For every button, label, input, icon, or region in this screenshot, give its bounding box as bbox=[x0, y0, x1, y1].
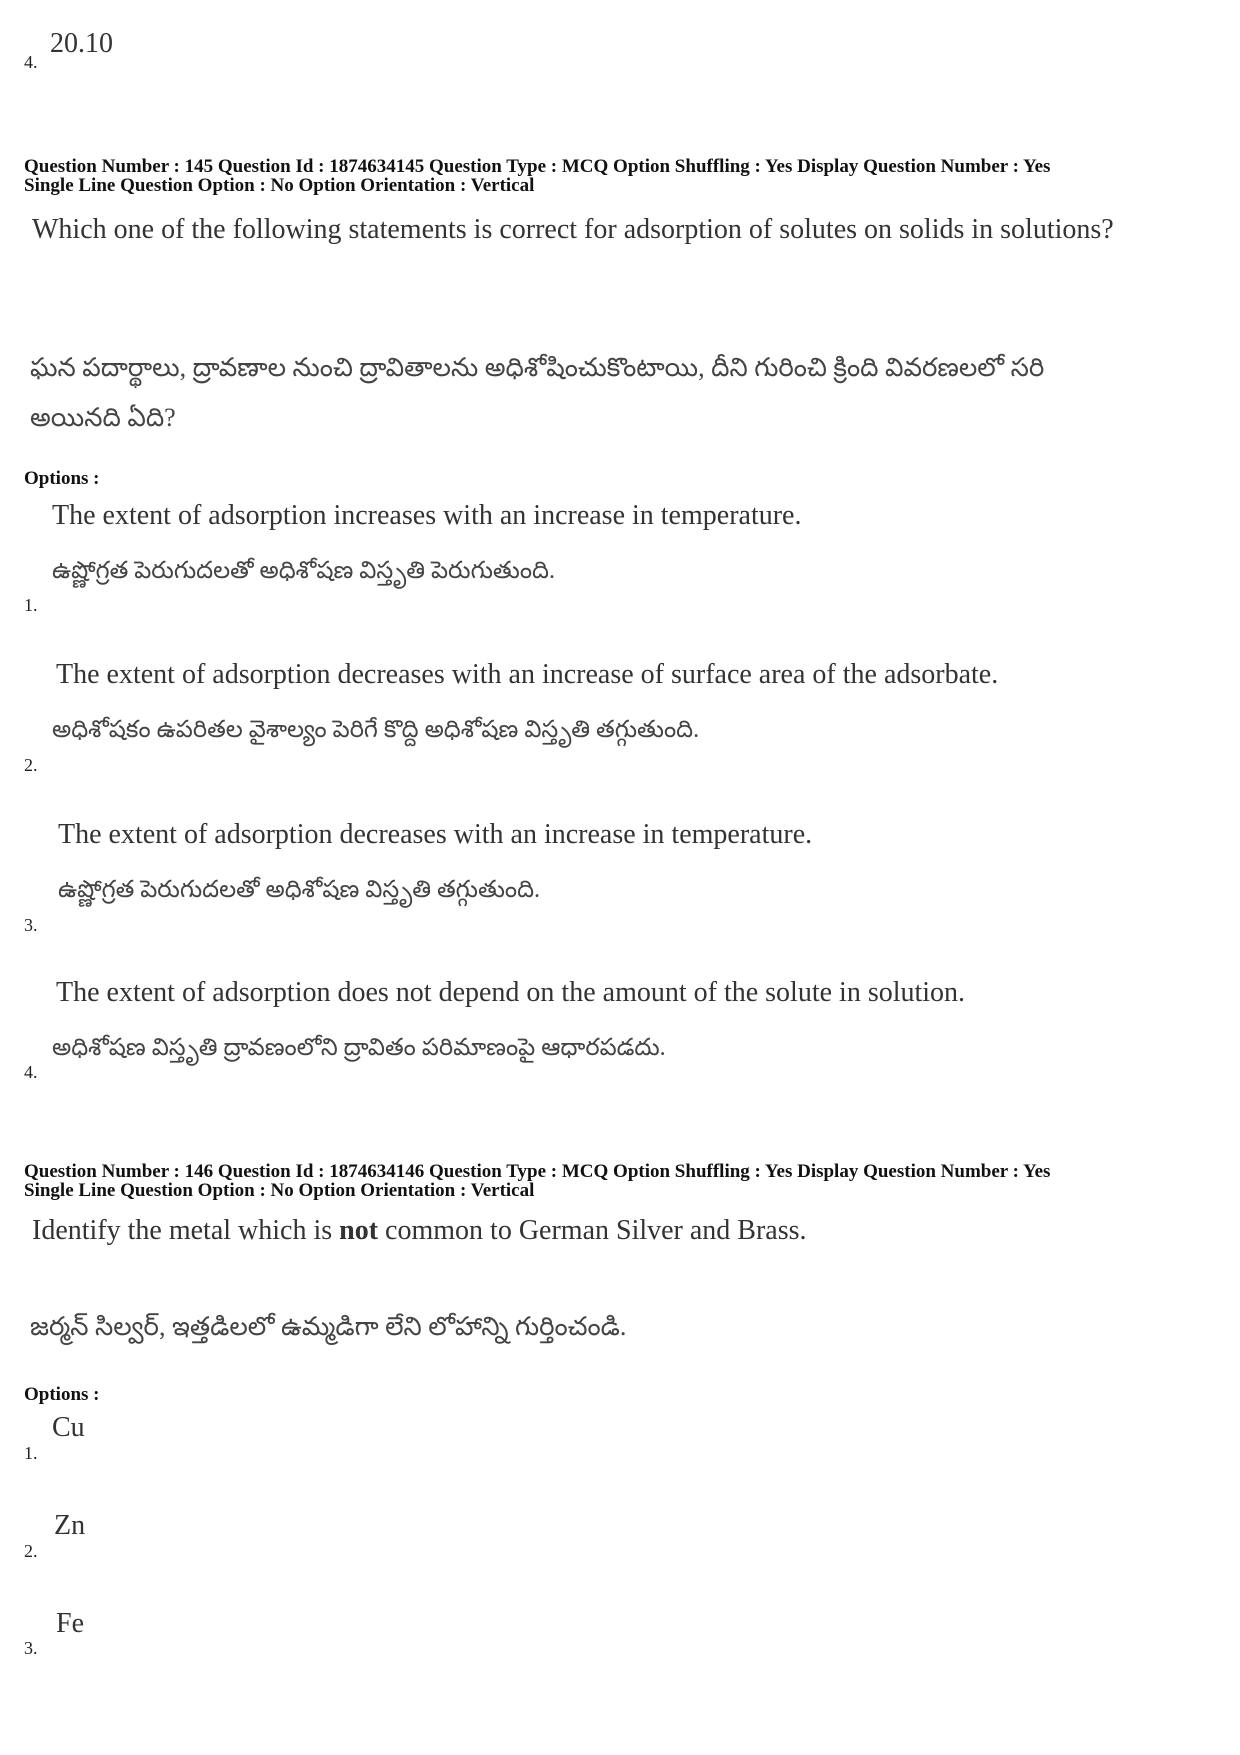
q145-option-1-english[interactable]: The extent of adsorption increases with an increase in temperature. bbox=[52, 500, 802, 531]
q146-meta-line1: Question Number : 146 Question Id : 1874634146 Question Type : MCQ Option Shuffling : Yes Display Question Number : Yes bbox=[24, 1161, 1051, 1182]
q146-option-3-text[interactable]: Fe bbox=[56, 1608, 84, 1639]
q145-option-3-telugu[interactable]: ఉష్ణోగ్రత పెరుగుదలతో అధిశోషణ విస్తృతి తగ్గుతుంది. bbox=[58, 877, 541, 903]
q145-option-3-english[interactable]: The extent of adsorption decreases with an increase in temperature. bbox=[58, 819, 813, 850]
q145-option-1-telugu[interactable]: ఉష్ణోగ్రత పెరుగుదలతో అధిశోషణ విస్తృతి పెరుగుతుంది. bbox=[52, 558, 555, 584]
q145-option-2-telugu[interactable]: అధిశోషకం ఉపరితల వైశాల్యం పెరిగే కొద్ది అధిశోషణ విస్తృతి తగ్గుతుంది. bbox=[52, 717, 700, 743]
q145-meta-line2: Single Line Question Option : No Option Orientation : Vertical bbox=[24, 175, 535, 196]
q145-option-1-number: 1. bbox=[24, 595, 38, 615]
q146-question-telugu: జర్మన్ సిల్వర్, ఇత్తడిలలో ఉమ్మడిగా లేని లోహాన్ని గుర్తించండి. bbox=[30, 1312, 627, 1341]
q146-question-english-part2: common to German Silver and Brass. bbox=[378, 1215, 807, 1246]
q146-option-2-number: 2. bbox=[24, 1541, 38, 1561]
q145-option-2-english[interactable]: The extent of adsorption decreases with an increase of surface area of the adsorbate. bbox=[56, 659, 999, 690]
q146-options-label: Options : bbox=[24, 1384, 100, 1405]
q145-option-3-number: 3. bbox=[24, 915, 38, 935]
q146-question-english-part1: Identify the metal which is bbox=[32, 1215, 340, 1246]
q146-option-2-text[interactable]: Zn bbox=[54, 1510, 86, 1541]
prev-option-number: 4. bbox=[24, 52, 38, 72]
prev-option-text[interactable]: 20.10 bbox=[50, 28, 113, 59]
q146-option-3-number: 3. bbox=[24, 1638, 38, 1658]
q146-option-1-text[interactable]: Cu bbox=[52, 1412, 85, 1443]
q145-option-2-number: 2. bbox=[24, 755, 38, 775]
q145-meta-line1: Question Number : 145 Question Id : 1874634145 Question Type : MCQ Option Shuffling : Yes Display Question Number : Yes bbox=[24, 156, 1051, 177]
q146-option-1-number: 1. bbox=[24, 1443, 38, 1463]
q145-option-4-number: 4. bbox=[24, 1062, 38, 1082]
q145-option-4-english[interactable]: The extent of adsorption does not depend on the amount of the solute in solution. bbox=[56, 977, 966, 1008]
q145-options-label: Options : bbox=[24, 468, 100, 489]
q145-option-4-telugu[interactable]: అధిశోషణ విస్తృతి ద్రావణంలోని ద్రావితం పరిమాణంపై ఆధారపడదు. bbox=[52, 1035, 666, 1061]
q146-meta-line2: Single Line Question Option : No Option Orientation : Vertical bbox=[24, 1180, 535, 1201]
q145-question-telugu: ఘన పదార్థాలు, ద్రావణాల నుంచి ద్రావితాలను అధిశోషించుకొంటాయి, దీని గురించి క్రింది వివరణలలో సరి అయినది ఏది? bbox=[30, 353, 1045, 432]
q146-question-english-bold: not bbox=[339, 1215, 379, 1246]
q145-question-english: Which one of the following statements is correct for adsorption of solutes on solids in solutions? bbox=[32, 214, 1114, 245]
q146-question-english bbox=[32, 1212, 807, 1250]
